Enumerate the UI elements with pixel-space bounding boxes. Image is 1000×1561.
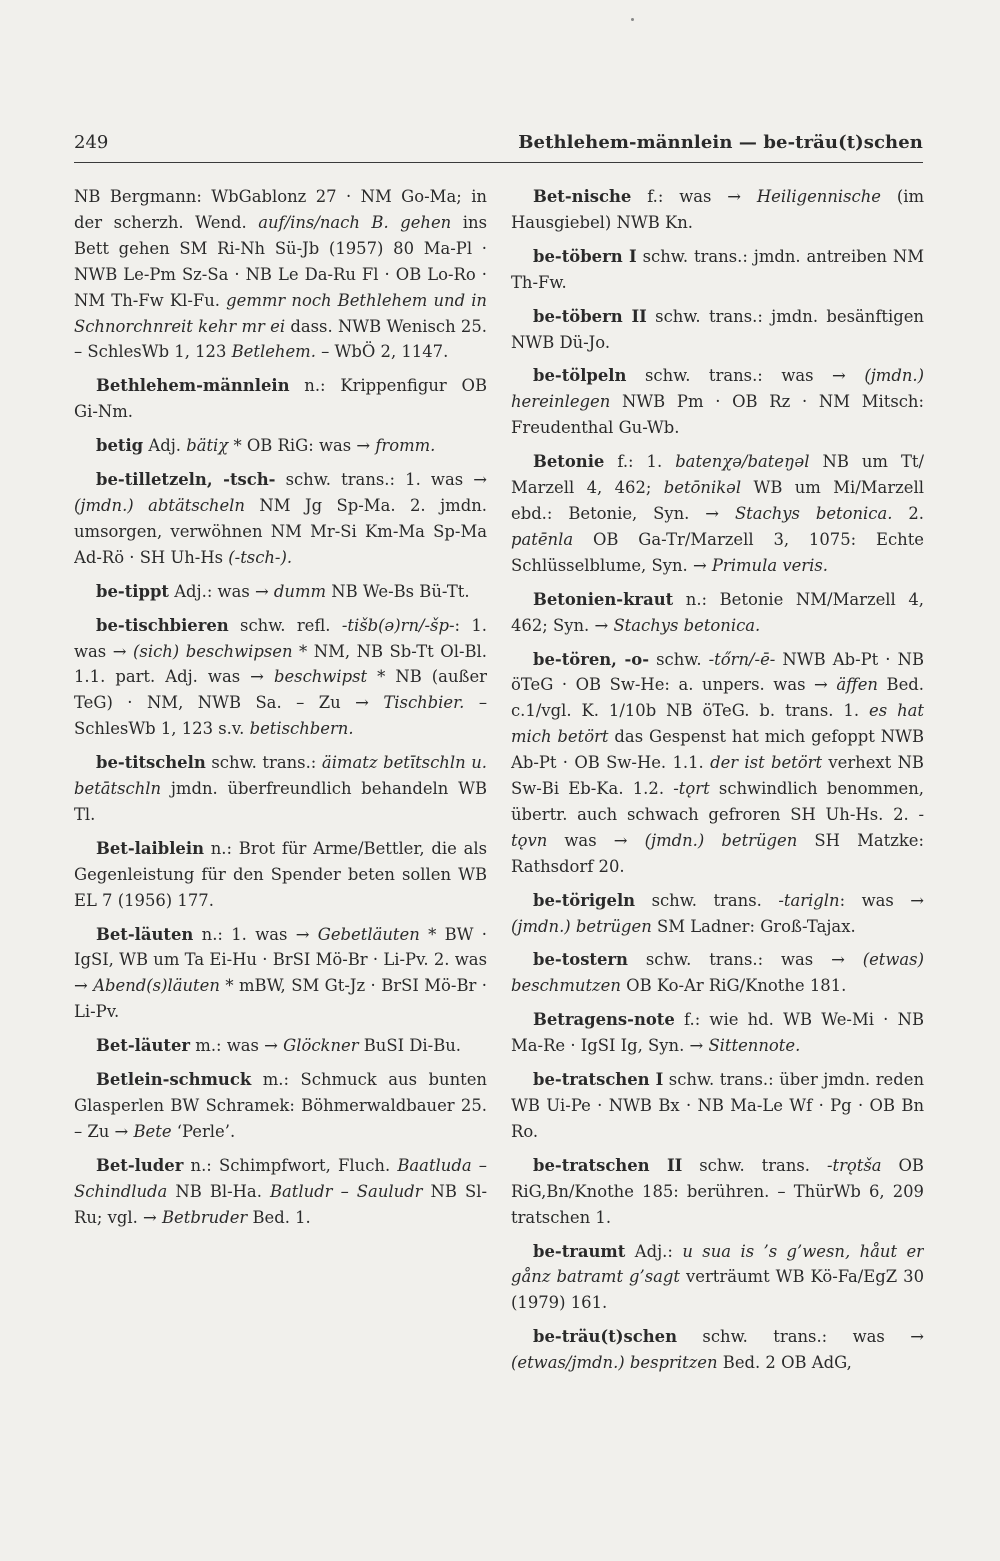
entry-headword: be-tostern xyxy=(533,950,628,970)
entry-text: Bed. c.1/vgl. K. 1/10b NB öTeG. b. trans. 1. xyxy=(511,675,924,721)
entry-italic-text: (jmdn.) abtätscheln xyxy=(74,495,245,515)
entry-italic-text: äimatz betītschln u. betātschln xyxy=(74,753,487,799)
entry-headword: Bet-läuten xyxy=(96,924,194,944)
entry-text: schw. trans. xyxy=(682,1155,827,1175)
entry-italic-text: (-tsch-). xyxy=(228,547,293,567)
dictionary-entry xyxy=(74,1067,487,1145)
entry-italic-text: fromm. xyxy=(375,436,436,456)
dictionary-entry xyxy=(511,304,924,356)
entry-text: schw. trans.: was → xyxy=(677,1327,924,1347)
entry-headword: be-tippt xyxy=(96,581,169,601)
dictionary-entry xyxy=(511,1067,924,1145)
entry-text: n.: Brot für Arme/Bettler, die als Gegenleistung für den Spender beten sollen WB EL 7 (1956) 177. xyxy=(74,838,487,910)
entry-headword: Betragens-note xyxy=(533,1010,675,1030)
entry-text: schw. trans.: was → xyxy=(626,366,865,386)
entry-italic-text: Baatluda – Schindluda xyxy=(74,1155,487,1201)
dictionary-entry xyxy=(74,613,487,743)
entry-text: NB um Tt/ Marzell 4, 462; xyxy=(511,452,924,498)
dictionary-entry xyxy=(74,579,487,605)
entry-headword: Bet-laiblein xyxy=(96,838,204,858)
page-number: 249 xyxy=(74,132,109,153)
entry-text: schw. trans.: xyxy=(205,753,322,773)
entry-italic-text: Tischbier. xyxy=(383,693,465,713)
entry-text: was → xyxy=(547,830,645,850)
entry-text: ‘Perle’. xyxy=(171,1121,236,1141)
entry-text: NWB Ab-Pt · NB öTeG · OB Sw-He: a. unpers. was → xyxy=(511,649,924,695)
entry-headword: be-törigeln xyxy=(533,890,636,910)
entry-text: * mBW, SM Gt-Jz · BrSI Mö-Br · Li-Pv. xyxy=(74,976,487,1022)
dictionary-entry xyxy=(511,449,924,579)
dictionary-entry xyxy=(511,1153,924,1231)
entry-headword: be-tischbieren xyxy=(96,615,229,635)
entry-italic-text: Primula veris. xyxy=(711,555,828,575)
entry-text: 2. xyxy=(892,503,924,523)
entry-text: schw. trans.: über jmdn. reden WB Ui-Pe · NWB Bx · NB Ma-Le Wf · Pg · OB Bn Ro. xyxy=(511,1070,924,1141)
entry-headword: Betlein-schmuck xyxy=(96,1070,252,1090)
entry-text: schw. trans.: was → xyxy=(627,950,863,970)
dictionary-entry xyxy=(74,1153,487,1231)
entry-text: Adj. xyxy=(143,436,187,456)
entry-italic-text: Stachys betonica. xyxy=(613,615,761,635)
entry-text: schw. trans.: jmdn. antreiben NM Th-Fw. xyxy=(511,246,924,292)
running-head: Bethlehem-männlein — be-träu(t)schen xyxy=(518,132,923,153)
dictionary-entry xyxy=(74,836,487,914)
entry-text: jmdn. überfreundlich behandeln WB Tl. xyxy=(74,779,487,824)
entry-text: NB Bl-Ha. xyxy=(167,1181,270,1201)
entry-text: schwindlich benommen, übertr. auch schwach gefroren SH Uh-Hs. 2. xyxy=(511,779,924,824)
entry-italic-text: (jmdn.) hereinlegen xyxy=(511,366,924,412)
entry-text: NB Bergmann: WbGablonz 27 · NM Go-Ma; in der scherzh. Wend. xyxy=(74,187,487,232)
entry-italic-text: -tőrn/-ē- xyxy=(708,649,776,669)
entry-text: verhext NB Sw-Bi Eb-Ka. 1.2. xyxy=(511,753,924,799)
entry-text: OB Ko-Ar RiG/Knothe 181. xyxy=(620,976,847,996)
entry-headword: be-töbern II xyxy=(533,306,647,326)
entry-text: NWB Pm · OB Rz · NM Mitsch: Freudenthal Gu-Wb. xyxy=(511,392,924,438)
entry-text: NM Jg Sp-Ma. 2. jmdn. umsorgen, verwöhnen NM Mr-Si Km-Ma Sp-Ma Ad-Rö · SH Uh-Hs xyxy=(74,495,487,567)
entry-italic-text: betōnikəl xyxy=(663,478,742,498)
entry-text: Bed. 1. xyxy=(247,1207,311,1227)
entry-text: n.: Schimpfwort, Fluch. xyxy=(183,1155,398,1175)
entry-text: NB Sl-Ru; vgl. → xyxy=(74,1181,487,1227)
entry-italic-text: (jmdn.) betrügen xyxy=(511,916,652,936)
entry-italic-text: der ist betört xyxy=(710,753,823,773)
dictionary-entry xyxy=(511,244,924,296)
entry-headword: be-tilletzeln, -tsch- xyxy=(96,470,276,490)
entry-italic-text: Sittennote. xyxy=(708,1036,801,1056)
dictionary-entry xyxy=(511,1007,924,1059)
entry-headword: Bet-luder xyxy=(96,1155,184,1175)
entry-text: * BW · IgSI, WB um Ta Ei-Hu · BrSI Mö-Br · Li-Pv. 2. was → xyxy=(74,924,487,996)
entry-italic-text: Abend(s)läuten xyxy=(93,976,220,996)
dictionary-entry xyxy=(511,184,924,236)
entry-headword: be-titscheln xyxy=(96,753,206,773)
entry-text: n.: 1. was → xyxy=(193,924,318,944)
entry-italic-text: äffen xyxy=(836,675,878,695)
entry-text: das Gespenst hat mich gefoppt NWB Ab-Pt · OB Sw-He. 1.1. xyxy=(511,727,924,773)
entry-text: SM Ladner: Groß-Tajax. xyxy=(651,916,856,936)
entry-headword: be-tratschen II xyxy=(533,1155,683,1175)
entry-headword: Betonien-kraut xyxy=(533,589,674,609)
entry-italic-text: -trǫtša xyxy=(826,1155,882,1175)
entry-text: verträumt WB Kö-Fa/EgZ 30 (1979) 161. xyxy=(511,1267,924,1313)
entry-italic-text: betischbern. xyxy=(249,719,354,739)
entry-text: – WbÖ 2, 1147. xyxy=(315,342,449,362)
entry-italic-text: Gebetläuten xyxy=(317,924,420,944)
entry-italic-text: Heiligennische xyxy=(756,187,881,206)
dictionary-entry xyxy=(511,363,924,441)
entry-text: Bed. 2 OB AdG, xyxy=(717,1353,852,1373)
dictionary-entry xyxy=(511,587,924,639)
dictionary-entry xyxy=(511,888,924,940)
left-column xyxy=(74,184,487,1414)
entry-italic-text: Betbruder xyxy=(162,1207,248,1227)
entry-text: m.: was → xyxy=(190,1036,284,1056)
dictionary-entry xyxy=(511,1324,924,1376)
entry-text: n.: Krippenfigur OB Gi-Nm. xyxy=(74,376,487,422)
dictionary-entry xyxy=(74,1033,487,1059)
entry-text: dass. NWB Wenisch 25. – SchlesWb 1, 123 xyxy=(74,316,487,362)
right-column xyxy=(511,184,924,1414)
dictionary-entry xyxy=(511,947,924,999)
entry-italic-text: batenχə/bateŋəl xyxy=(675,452,810,472)
entry-headword: Bet-nische xyxy=(533,187,632,206)
page-header xyxy=(74,128,923,163)
entry-text: : 1. was → xyxy=(74,615,487,661)
dictionary-entry xyxy=(511,647,924,880)
entry-italic-text: (etwas) beschmutzen xyxy=(511,950,924,996)
dictionary-entry xyxy=(74,373,487,425)
entry-italic-text: u sua is ’s g’wesn, håut er gånz batramt g’sagt xyxy=(511,1241,924,1287)
entry-text: : was → xyxy=(839,890,924,910)
dictionary-entry xyxy=(511,1239,924,1317)
entry-text: f.: was → xyxy=(631,187,757,206)
entry-headword: Bet-läuter xyxy=(96,1036,191,1056)
dictionary-entry xyxy=(74,467,487,571)
entry-text: OB RiG,Bn/Knothe 185: berühren. – ThürWb 6, 209 tratschen 1. xyxy=(511,1155,924,1227)
entry-text: schw. trans.: jmdn. besänftigen NWB Dü-Jo. xyxy=(511,306,924,352)
entry-text: NB We-Bs Bü-Tt. xyxy=(326,581,470,601)
entry-italic-text: -tǫvn xyxy=(511,804,924,850)
speck-mark xyxy=(631,18,634,21)
entry-italic-text: -tišb(ə)rn/-šp- xyxy=(341,615,455,635)
entry-italic-text: -tǫrt xyxy=(673,779,710,799)
entry-italic-text: -tarigln xyxy=(778,890,840,910)
entry-text: – SchlesWb 1, 123 s.v. xyxy=(74,693,487,739)
entry-headword: Betonie xyxy=(533,452,605,472)
entry-text: * OB RiG: was → xyxy=(228,436,376,456)
entry-italic-text: beschwipst xyxy=(273,667,368,687)
entry-text: m.: Schmuck aus bunten Glasperlen BW Schramek: Böhmerwaldbauer 25. – Zu → xyxy=(74,1070,487,1141)
entry-text: BuSI Di-Bu. xyxy=(358,1036,462,1056)
entry-italic-text: Glöckner xyxy=(283,1036,359,1056)
entry-italic-text: (etwas/jmdn.) bespritzen xyxy=(511,1353,718,1373)
entry-text: schw. xyxy=(649,649,709,669)
dictionary-entry xyxy=(74,750,487,828)
entry-italic-text: gemmr noch Bethlehem und in Schnorchnreit kehr mr ei xyxy=(74,290,487,336)
entry-text: (im Hausgiebel) NWB Kn. xyxy=(511,187,924,232)
entry-text: schw. trans. xyxy=(635,890,779,910)
entry-text: WB um Mi/Marzell ebd.: Betonie, Syn. → xyxy=(511,478,924,523)
entry-headword: Bethlehem-männlein xyxy=(96,376,290,396)
entry-text: n.: Betonie NM/Marzell 4, 462; Syn. → xyxy=(511,589,924,635)
entry-italic-text: es hat mich betört xyxy=(511,701,924,747)
entry-text: OB Ga-Tr/Marzell 3, 1075: Echte Schlüsselblume, Syn. → xyxy=(511,529,924,575)
entry-headword: be-träu(t)schen xyxy=(533,1327,677,1347)
entry-text: f.: 1. xyxy=(604,452,676,472)
entry-text: SH Matzke: Rathsdorf 20. xyxy=(511,830,924,876)
entry-italic-text: (jmdn.) betrügen xyxy=(644,830,798,850)
dictionary-entry xyxy=(74,433,487,459)
entry-headword: be-töbern I xyxy=(533,246,637,266)
entry-italic-text: Stachys betonica. xyxy=(734,503,893,523)
entry-text: Adj.: xyxy=(625,1241,683,1261)
entry-italic-text: Bete xyxy=(133,1121,172,1141)
entry-italic-text: (sich) beschwipsen xyxy=(133,641,293,661)
entry-headword: betig xyxy=(96,436,144,456)
entry-headword: be-traumt xyxy=(533,1241,626,1261)
entry-italic-text: bätiχ xyxy=(186,436,229,456)
entry-italic-text: dumm xyxy=(273,581,327,601)
entry-headword: be-tratschen I xyxy=(533,1070,664,1090)
entry-text: * NB (außer TeG) · NM, NWB Sa. – Zu → xyxy=(74,667,487,713)
entry-text: f.: wie hd. WB We-Mi · NB Ma-Re · IgSI Ig, Syn. → xyxy=(511,1010,924,1056)
entry-headword: be-tölpeln xyxy=(533,366,627,386)
dictionary-entry xyxy=(74,184,487,365)
dictionary-entry xyxy=(74,922,487,1026)
entry-headword: be-tören, -o- xyxy=(533,649,650,669)
entry-text: schw. refl. xyxy=(228,615,342,635)
entry-text: Adj.: was → xyxy=(168,581,274,601)
entry-text: schw. trans.: 1. was → xyxy=(275,470,487,490)
entry-italic-text: Batludr – Sauludr xyxy=(269,1181,423,1201)
entry-text: * NM, NB Sb-Tt Ol-Bl. 1.1. part. Adj. was → xyxy=(74,641,487,687)
entry-italic-text: Betlehem. xyxy=(231,342,316,362)
entry-text: ins Bett gehen SM Ri-Nh Sü-Jb (1957) 80 Ma-Pl · NWB Le-Pm Sz-Sa · NB Le Da-Ru Fl · OB Lo-Ro · NM Th-Fw Kl-Fu. xyxy=(74,212,487,310)
entry-italic-text: patēnla xyxy=(511,529,574,549)
entry-italic-text: auf/ins/nach B. gehen xyxy=(258,212,452,232)
